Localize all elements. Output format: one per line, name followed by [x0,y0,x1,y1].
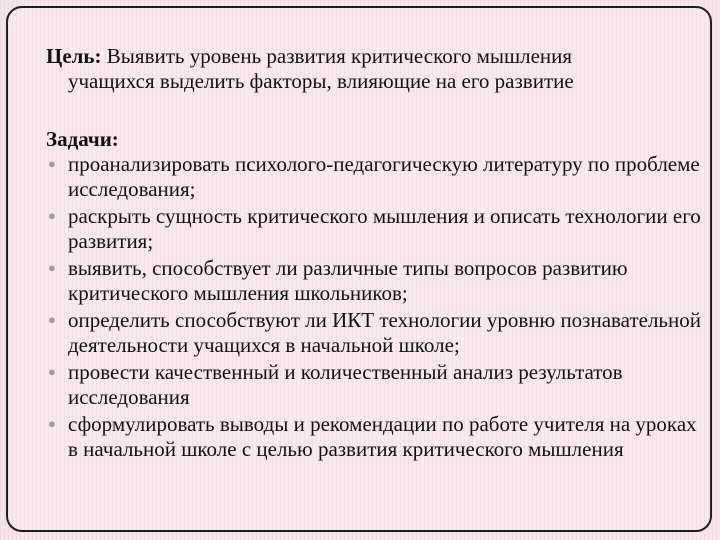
goal-paragraph [46,44,706,94]
task-item [46,412,706,462]
goal-text-line2: учащихся выделить факторы, влияющие на его развитие [68,69,574,93]
slide-frame [6,6,712,532]
task-item [46,256,706,306]
task-item [46,152,706,202]
task-item-text: проанализировать психолого-педагогическую литературу по проблеме исследования; [68,152,700,201]
task-item [46,308,706,358]
bullet-icon: ● [48,156,56,171]
task-item-text: сформулировать выводы и рекомендации по работе учителя на уроках в начальной школе с целью развития критического мышления [68,412,697,461]
task-item [46,360,706,410]
task-item-text: раскрыть сущность критического мышления и описать технологии его развития; [68,204,701,253]
bullet-icon: ● [48,364,56,379]
task-item [46,204,706,254]
tasks-heading: Задачи: [46,127,119,151]
slide-content [46,44,706,464]
bullet-icon: ● [48,312,56,327]
bullet-icon: ● [48,208,56,223]
bullet-icon: ● [48,416,56,431]
bullet-icon: ● [48,260,56,275]
task-item-text: определить способствуют ли ИКТ технологии уровню познавательной деятельности учащихся в начальной школе; [68,308,701,357]
task-item-text: выявить, способствует ли различные типы вопросов развитию критического мышления школьников; [68,256,628,305]
goal-label: Цель: [46,44,102,68]
task-item-text: провести качественный и количественный анализ результатов исследования [68,360,623,409]
tasks-list [46,152,706,462]
goal-text-line1: Выявить уровень развития критического мышления [101,44,573,68]
